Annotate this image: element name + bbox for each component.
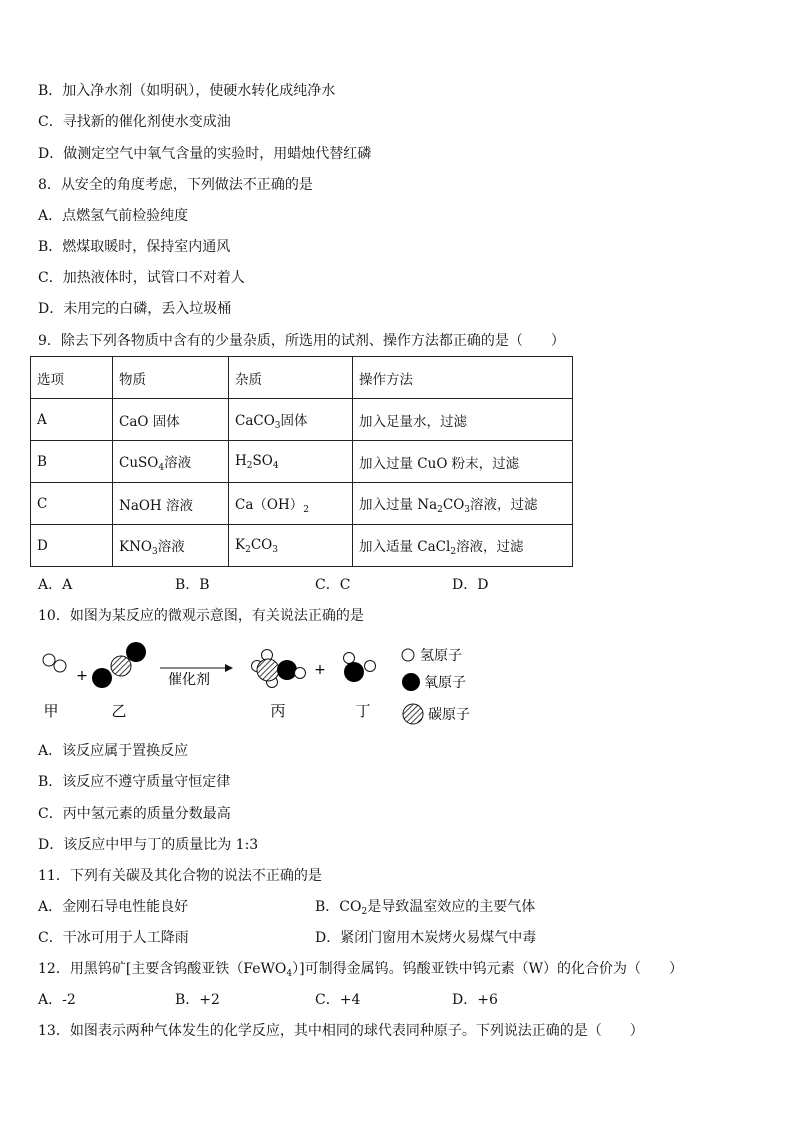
q10-stem: 10．如图为某反应的微观示意图，有关说法正确的是 <box>38 608 364 624</box>
oxygen-atom <box>277 660 297 680</box>
table-cell-method: 加入适量 CaCl$_2$溶液，过滤 <box>353 525 573 567</box>
carbon-atom <box>257 659 279 681</box>
q11-option-c: C．干冰可用于人工降雨 <box>38 930 189 946</box>
table-cell-substance: CaO 固体 <box>113 399 229 441</box>
carbon-atom <box>111 656 131 676</box>
hydrogen-atom <box>365 661 376 672</box>
catalyst-label: 催化剂 <box>168 672 210 688</box>
oxygen-legend-icon <box>402 673 420 691</box>
table-row <box>31 483 573 525</box>
plus-sign: + <box>76 668 88 684</box>
q7-option-b: B．加入净水剂（如明矾），使硬水转化成纯净水 <box>38 83 336 99</box>
table-header-row <box>31 357 573 399</box>
table-cell-option: C <box>31 483 113 525</box>
q8-option-d: D．未用完的白磷，丢入垃圾桶 <box>38 301 232 317</box>
legend-hydrogen-label: 氢原子 <box>420 648 462 664</box>
q8-option-a: A．点燃氢气前检验纯度 <box>38 208 189 224</box>
atom-legend <box>402 648 470 724</box>
table-cell-impurity: CaCO$_3$固体 <box>229 399 353 441</box>
table-cell-method: 加入过量 CuO 粉末，过滤 <box>353 441 573 483</box>
q11-option-b: B．$CO_2$是导致温室效应的主要气体 <box>315 899 536 917</box>
q12-stem: 12．用黑钨矿[主要含钨酸亚铁（FeWO$_4$）]可制得金属钨。钨酸亚铁中钨元素（W）的化合价为（ ） <box>38 961 683 979</box>
q11-option-a: A．金刚石导电性能良好 <box>38 899 189 915</box>
q7-option-c: C．寻找新的催化剂使水变成油 <box>38 114 231 130</box>
plus-sign: + <box>314 662 326 678</box>
reactant-jia-molecule <box>43 654 66 672</box>
q13-stem: 13．如图表示两种气体发生的化学反应，其中相同的球代表同种原子。下列说法正确的是（ ） <box>38 1023 644 1039</box>
product-ding-molecule <box>344 653 376 683</box>
q7-option-d: D．做测定空气中氧气含量的实验时，用蜡烛代替红磷 <box>38 146 372 162</box>
table-row <box>31 525 573 567</box>
q10-option-d: D．该反应中甲与丁的质量比为 1:3 <box>38 837 259 853</box>
table-cell-method: 加入足量水，过滤 <box>353 399 573 441</box>
hydrogen-atom <box>43 654 55 666</box>
product-bing-molecule <box>252 650 306 688</box>
oxygen-atom <box>126 642 146 662</box>
q9-option-c: C．C <box>315 577 351 593</box>
table-row <box>31 441 573 483</box>
table-cell-option: A <box>31 399 113 441</box>
label-yi: 乙 <box>111 702 127 720</box>
label-ding: 丁 <box>355 702 371 720</box>
table-header-cell: 操作方法 <box>353 357 573 399</box>
table-cell-method: 加入过量 $Na_2CO_3$溶液，过滤 <box>353 483 573 525</box>
table-cell-substance: $KNO_3$溶液 <box>113 525 229 567</box>
label-bing: 丙 <box>270 702 286 720</box>
q9-option-b: B．B <box>175 577 210 593</box>
q12-option-a: A．-2 <box>38 992 76 1008</box>
table-row <box>31 399 573 441</box>
reaction-diagram <box>34 636 494 732</box>
label-jia: 甲 <box>43 702 59 720</box>
table-cell-option: D <box>31 525 113 567</box>
legend-oxygen-label: 氧原子 <box>424 675 466 691</box>
q9-option-a: A．A <box>38 577 73 593</box>
q12-option-b: B．+2 <box>175 992 220 1008</box>
hydrogen-atom <box>295 668 306 679</box>
q12-option-c: C．+4 <box>315 992 361 1008</box>
legend-carbon-label: 碳原子 <box>428 707 470 723</box>
q11-stem: 11．下列有关碳及其化合物的说法不正确的是 <box>38 868 322 884</box>
table-cell-impurity: $H_2SO_4$ <box>229 441 353 483</box>
carbon-legend-icon <box>403 704 423 724</box>
q10-option-c: C．丙中氢元素的质量分数最高 <box>38 806 231 822</box>
table-cell-impurity: $Ca(OH)_2$ <box>229 483 353 525</box>
reactant-yi-molecule <box>92 642 146 688</box>
table-cell-impurity: $K_2CO_3$ <box>229 525 353 567</box>
table-header-cell: 杂质 <box>229 357 353 399</box>
hydrogen-atom <box>344 653 355 664</box>
table-header-cell: 选项 <box>31 357 113 399</box>
q12-option-d: D．+6 <box>452 992 498 1008</box>
q9-table <box>30 356 573 567</box>
table-header-cell: 物质 <box>113 357 229 399</box>
q8-option-c: C．加热液体时，试管口不对着人 <box>38 270 245 286</box>
q10-option-a: A．该反应属于置换反应 <box>38 743 189 759</box>
oxygen-atom <box>344 662 364 682</box>
q9-stem: 9．除去下列各物质中含有的少量杂质，所选用的试剂、操作方法都正确的是（ ） <box>38 333 565 349</box>
hydrogen-atom <box>54 660 66 672</box>
q10-option-b: B．该反应不遵守质量守恒定律 <box>38 774 231 790</box>
table-cell-option: B <box>31 441 113 483</box>
q8-option-b: B．燃煤取暖时，保持室内通风 <box>38 239 231 255</box>
q8-stem: 8．从安全的角度考虑，下列做法不正确的是 <box>38 177 313 193</box>
table-cell-substance: NaOH 溶液 <box>113 483 229 525</box>
oxygen-atom <box>92 668 112 688</box>
hydrogen-legend-icon <box>402 649 414 661</box>
table-cell-substance: CuSO$_4$溶液 <box>113 441 229 483</box>
q11-option-d: D．紧闭门窗用木炭烤火易煤气中毒 <box>315 930 537 946</box>
q9-option-d: D．D <box>452 577 489 593</box>
